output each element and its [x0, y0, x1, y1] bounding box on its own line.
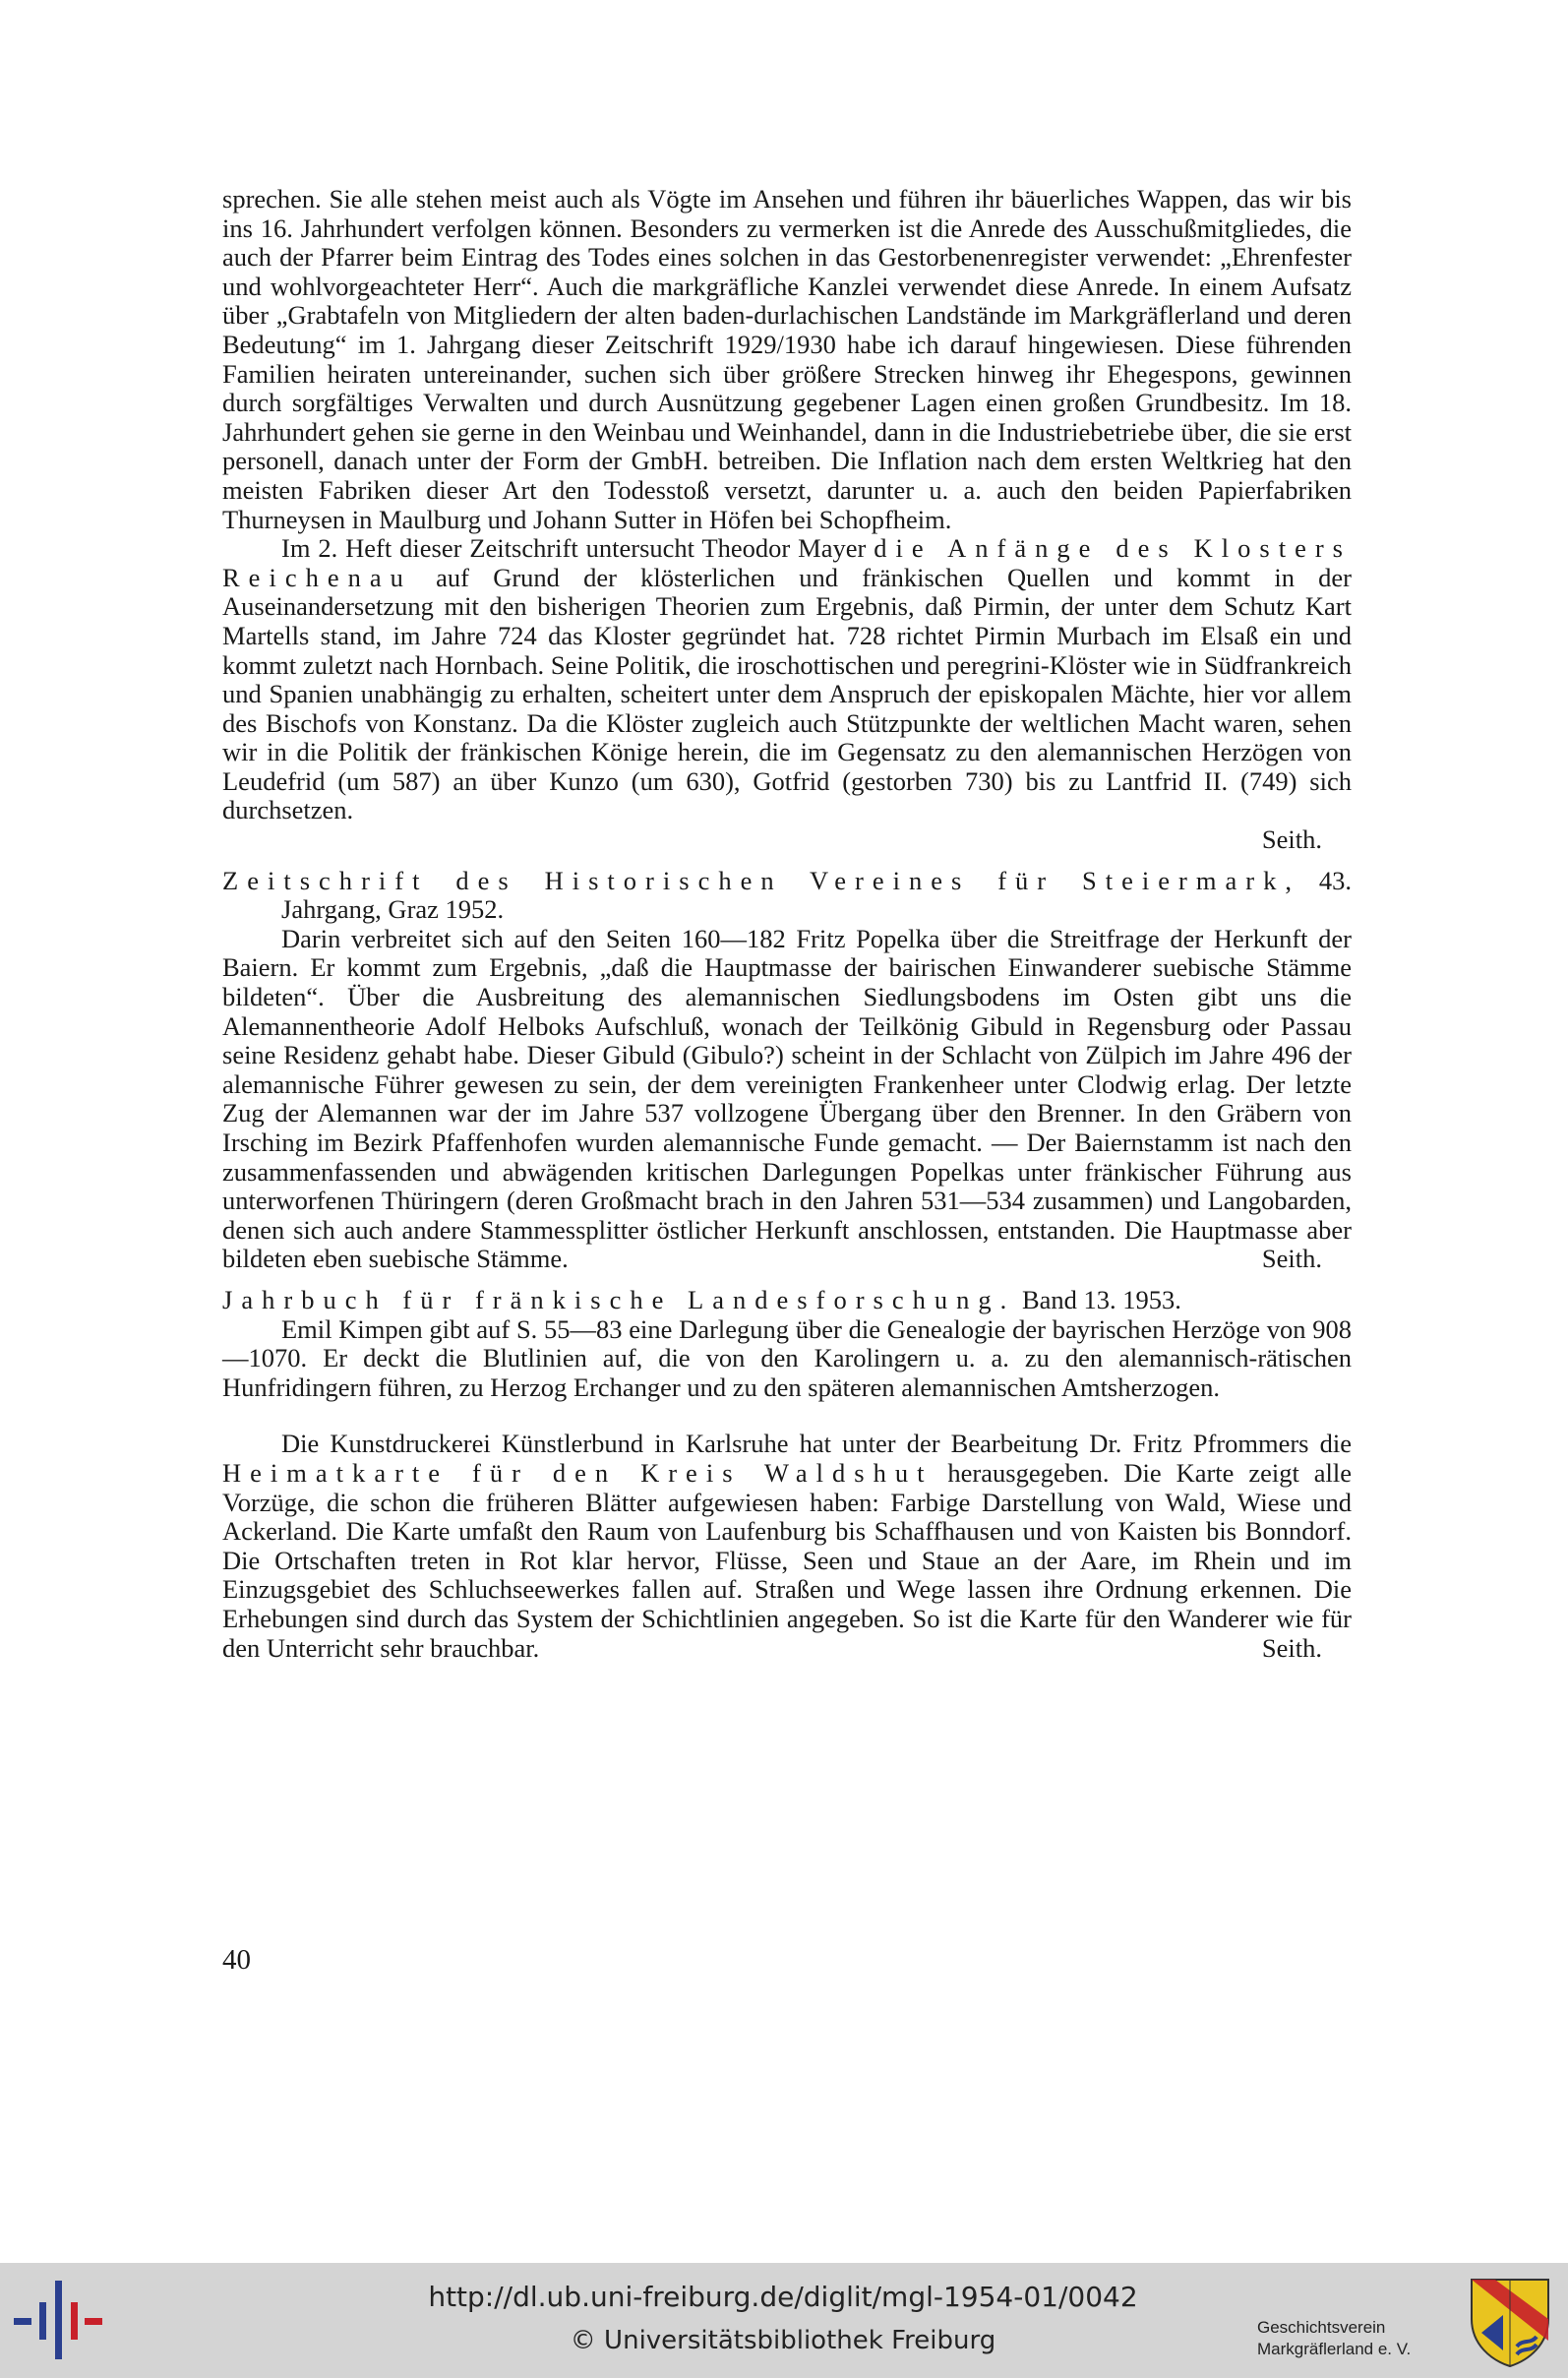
heading-2-spaced-title: Zeitschrift des Historischen Vereines für Steiermark, — [222, 865, 1301, 895]
paragraph-5 — [222, 1430, 1352, 1663]
paragraph-4: Emil Kimpen gibt auf S. 55—83 eine Darlegung über die Genealogie der bayrischen Herzöge von 908—1070. Er deckt die Blutlinien auf, die von den Karolingern u. a. zu den alemannisch-rätischen Hunfridingern führen, zu Herzog Erchanger und zu den späteren alemannischen Amtsherzogen. — [222, 1313, 1352, 1402]
paragraph-3 — [222, 925, 1352, 1274]
ub-freiburg-logo-icon[interactable] — [14, 2281, 102, 2359]
heading-2-rest: 43. Jahrgang, Graz 1952. — [281, 865, 1352, 925]
paragraph-5-start: Die Kunstdruckerei Künstlerbund in Karlsruhe hat unter der Bearbeitung Dr. Fritz Pfrommers die — [281, 1429, 1352, 1459]
article-text — [222, 185, 1352, 1663]
paragraph-2-spaced-title: die Anfänge des Klosters Reichenau — [222, 533, 1353, 592]
paragraph-1: sprechen. Sie alle stehen meist auch als Vögte im Ansehen und führen ihr bäuerliches Wappen, das wir bis ins 16. Jahrhundert verfolgen können. Besonders zu vermerken ist die Anrede des Ausschußmitgliedes, die auch der Pfarrer beim Eintrag des Todes eines solchen in das Gestorbenenregister verwendet: „Ehrenfester und wohlvorgeachteter Herr“. Auch die markgräfliche Kanzlei verwendet diese Anrede. In einem Aufsatz über „Grabtafeln von Mitgliedern der alten baden-durlachischen Landstände im Markgräflerland und deren Bedeutung“ im 1. Jahrgang dieser Zeitschrift 1929/1930 habe ich darauf hingewiesen. Diese führenden Familien heiraten untereinander, suchen sich über größere Strecken hinweg ihr Ehegespons, gewinnen durch sorgfältiges Verwalten und durch Ausnützung gegebener Lagen einen großen Grundbesitz. Im 18. Jahrhundert gehen sie gerne in den Weinbau und Weinhandel, dann in die Industriebetriebe über, die sie erst personell, danach unter der Form der GmbH. betreiben. Die Inflation nach dem ersten Weltkrieg hat den meisten Fabriken dieser Art den Todesstoß versetzt, darunter u. a. auch den beiden Papierfabriken Thurneysen in Maulburg und Johann Sutter in Höfen bei Schopfheim. — [222, 184, 1352, 534]
page-number: 40 — [222, 1944, 251, 1976]
paragraph-2 — [222, 534, 1352, 825]
spacer — [222, 1402, 1352, 1430]
copyright-notice: © Universitätsbibliothek Freiburg — [570, 2326, 996, 2355]
heading-3-spaced-title: Jahrbuch für fränkische Landesforschung. — [222, 1284, 1016, 1314]
footer-bar — [0, 2263, 1568, 2378]
society-name-line-1: Geschichtsverein — [1257, 2318, 1386, 2337]
heading-3-rest: Band 13. 1953. — [1021, 1284, 1181, 1314]
paragraph-5-spaced-title: Heimatkarte für den Kreis Waldshut — [222, 1457, 934, 1488]
society-name — [1257, 2317, 1454, 2360]
paragraph-3-text: Darin verbreitet sich auf den Seiten 160—182 Fritz Popelka über die Streitfrage der Herkunft der Baiern. Er kommt zum Ergebnis, „daß die Hauptmasse der bairischen Einwanderer suebische Stämme bildeten“. Über die Ausbreitung des alemannischen Siedlungsbodens im Osten gibt uns die Alemannentheorie Adolf Helboks Aufschluß, wonach der Teilkönig Gibuld in Regensburg oder Passau seine Residenz gehabt habe. Dieser Gibuld (Gibulo?) scheint in der Schlacht von Zülpich im Jahre 496 der alemannische Führer gewesen zu sein, der dem vereinigten Frankenheer unter Clodwig erlag. Der letzte Zug der Alemannen war der im Jahre 537 vollzogene Übergang über den Brenner. In den Gräbern von Irsching im Bezirk Pfaffenhofen wurden alemannische Funde gemacht. — Der Baiernstamm ist nach den zusammenfassenden und abwägenden kritischen Darlegungen Popelkas unter fränkischer Führung aus unterworfenen Thüringern (deren Großmacht brach in den Jahren 531—534 zusammen) und Langobarden, denen sich auch andere Stammessplitter östlicher Herkunft anschlossen, entstanden. Die Hauptmasse aber bildeten eben suebische Stämme. — [222, 923, 1352, 1274]
paragraph-2-rest: auf Grund der klösterlichen und fränkischen Quellen und kommt in der Auseinandersetzung mit den bisherigen Theorien zum Ergebnis, daß Pirmin, der unter dem Schutz Kart Martells stand, im Jahre 724 das Kloster gegründet hat. 728 richtet Pirmin Murbach im Elsaß ein und kommt zuletzt nach Hornbach. Seine Politik, die iroschottischen und peregrini-Klöster wie in Südfrankreich und Spanien unabhängig zu erhalten, scheitert unter dem Anspruch der episkopalen Mächte, hier vor allem des Bischofs von Konstanz. Da die Klöster zugleich auch Stützpunkte der weltlichen Macht waren, sehen wir in die Politik der fränkischen Könige herein, die im Gegensatz zu den alemannischen Herzögen von Leudefrid (um 587) an über Kunzo (um 630), Gotfrid (gestorben 730) bis zu Lantfrid II. (749) sich durchsetzen. — [222, 562, 1353, 825]
signature-3: Seith. — [1261, 1632, 1322, 1663]
signature-1: Seith. — [1261, 824, 1322, 855]
paragraph-2-start: Im 2. Heft dieser Zeitschrift untersucht Theodor Mayer — [281, 533, 867, 564]
signature-2: Seith. — [1261, 1244, 1322, 1274]
coat-of-arms-icon — [1468, 2276, 1552, 2368]
paragraph-5-rest: herausgegeben. Die Karte zeigt alle Vorzüge, die schon die früheren Blätter aufgewiesen haben: Farbige Darstellung von Wald, Wiese und Ackerland. Die Karte umfaßt den Raum von Laufenburg bis Schaffhausen und von Kaisten bis Bonndorf. Die Ortschaften treten in Rot klar hervor, Flüsse, Seen und Staue an der Aare, im Rhein und im Einzugsgebiet des Schluchseewerkes fallen auf. Straßen und Wege lassen ihre Ordnung erkennen. Die Erhebungen sind durch das System der Schichtlinien angegeben. So ist die Karte für den Wanderer wie für den Unterricht sehr brauchbar. — [222, 1457, 1352, 1663]
heading-2 — [222, 867, 1352, 925]
permalink-url[interactable]: http://dl.ub.uni-freiburg.de/diglit/mgl-1954-01/0042 — [428, 2281, 1138, 2313]
society-name-line-2: Markgräflerland e. V. — [1257, 2340, 1412, 2358]
heading-3 — [222, 1286, 1352, 1315]
